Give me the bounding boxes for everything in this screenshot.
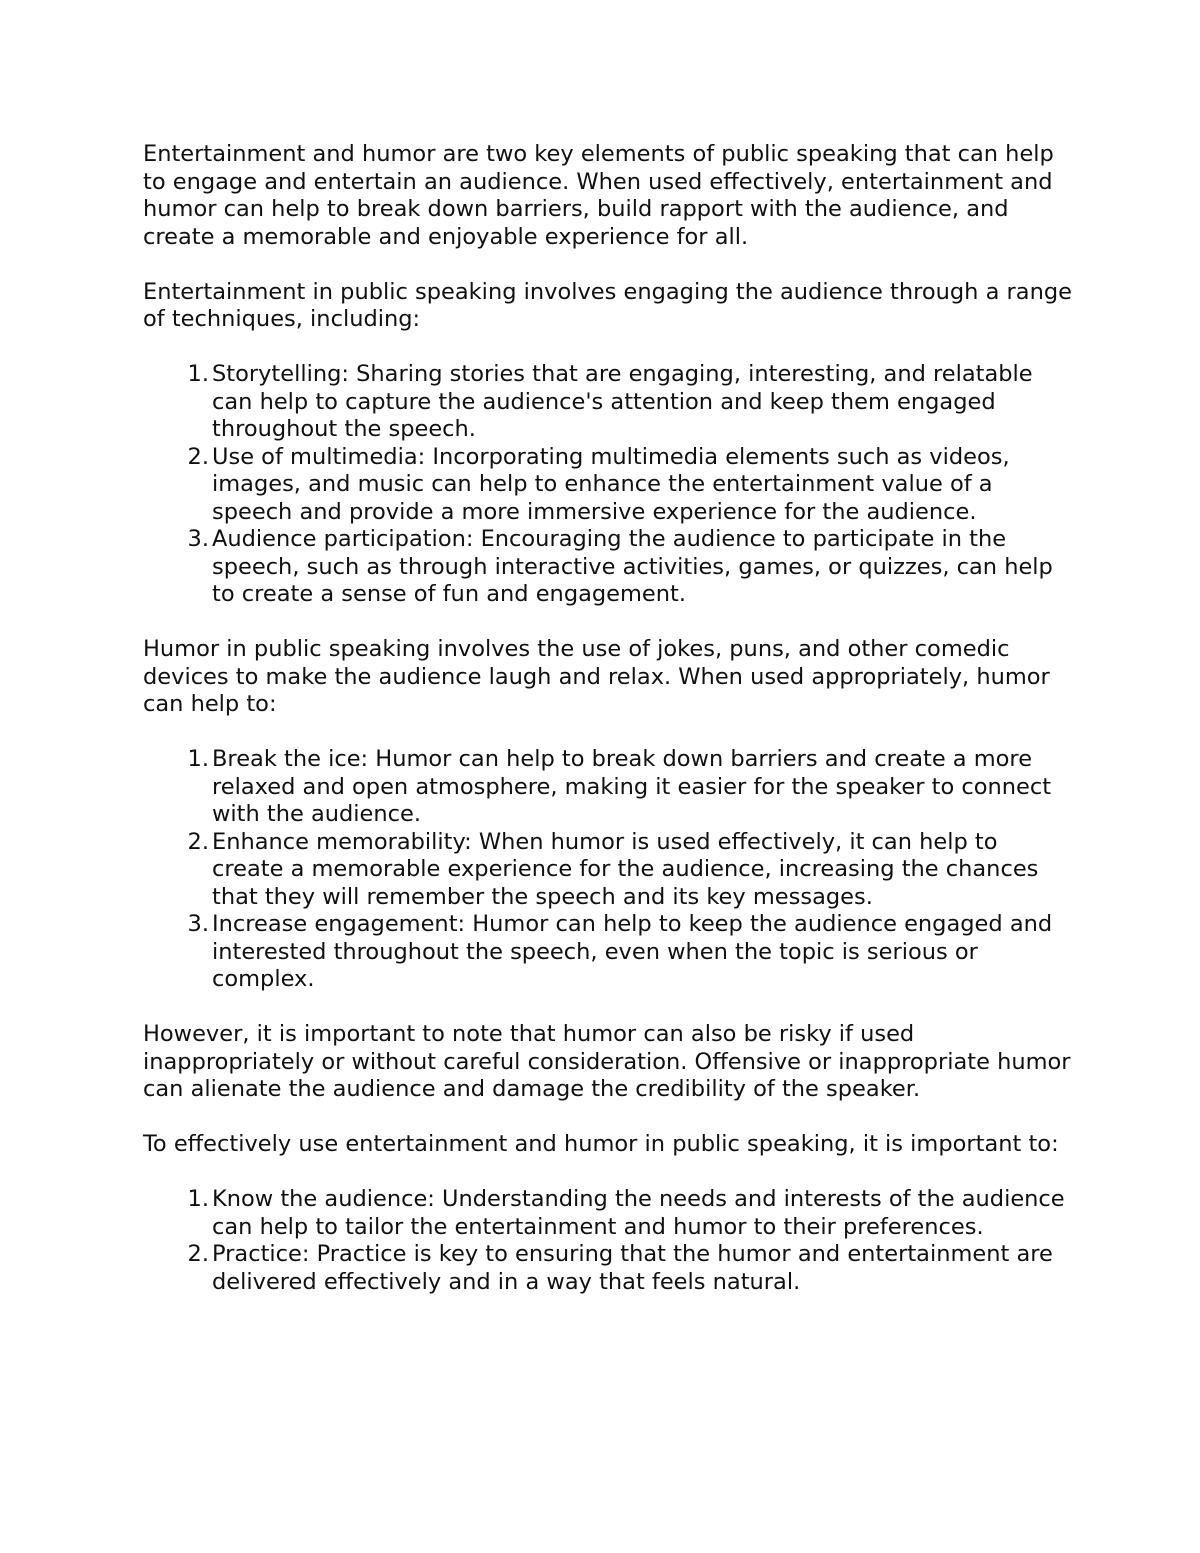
list-item-number: 1.: [187, 1186, 209, 1212]
list-item-text: Know the audience: Understanding the needs and interests of the audience can help to tailor the entertainment and humor to their preferences.: [212, 1186, 1065, 1240]
intro-paragraph: Entertainment and humor are two key elements of public speaking that can help to engage and entertain an audience. When used effectively, entertainment and humor can help to break down barriers, build rapport with the audience, and create a memorable and enjoyable experience for all.: [143, 141, 1054, 250]
list-item: [143, 444, 1073, 527]
list-item-text: Enhance memorability: When humor is used effectively, it can help to create a memorable experience for the audience, increasing the chances that they will remember the speech and its key messages.: [212, 828, 1039, 910]
tips-intro-paragraph: To effectively use entertainment and humor in public speaking, it is important to:: [143, 1131, 1059, 1157]
warning-paragraph: However, it is important to note that humor can also be risky if used inappropriately or without careful consideration. Offensive or inappropriate humor can alienate the audience and damage the credibility of the speaker.: [143, 1021, 1071, 1102]
list-item: [143, 1186, 1073, 1241]
list-item-number: 2.: [187, 443, 209, 470]
list-item-text: Audience participation: Encouraging the audience to participate in the speech, such as through interactive activities, games, or quizzes, can help to create a sense of fun and engagement.: [212, 526, 1053, 607]
list-item-number: 3.: [187, 911, 209, 937]
humor-benefits-list: [143, 746, 1073, 994]
entertainment-techniques-list: [143, 361, 1073, 609]
list-item-text: Break the ice: Humor can help to break down barriers and create a more relaxed and open atmosphere, making it easier for the speaker to connect with the audience.: [212, 746, 1052, 827]
tips-list: [143, 1186, 1073, 1296]
list-item: [143, 911, 1073, 994]
document-body: [143, 141, 1073, 1296]
list-item-number: 2.: [187, 1241, 209, 1267]
list-item-text: Storytelling: Sharing stories that are engaging, interesting, and relatable can help to capture the audience's attention and keep them engaged throughout the speech.: [212, 361, 1033, 442]
list-item-text: Increase engagement: Humor can help to keep the audience engaged and interested throughout the speech, even when the topic is serious or complex.: [212, 911, 1053, 992]
list-item-number: 2.: [187, 828, 209, 855]
list-item: [143, 829, 1073, 912]
list-item: [143, 746, 1073, 829]
list-item: [143, 1241, 1073, 1296]
list-item: [143, 526, 1073, 609]
entertainment-intro-paragraph: Entertainment in public speaking involves engaging the audience through a range of techniques, including:: [143, 278, 1072, 332]
humor-intro-paragraph: Humor in public speaking involves the use of jokes, puns, and other comedic devices to make the audience laugh and relax. When used appropriately, humor can help to:: [143, 636, 1050, 717]
list-item: [143, 361, 1073, 444]
list-item-text: Use of multimedia: Incorporating multimedia elements such as videos, images, and music can help to enhance the entertainment value of a speech and provide a more immersive experience for the audience.: [212, 443, 1010, 525]
list-item-text: Practice: Practice is key to ensuring that the humor and entertainment are delivered effectively and in a way that feels natural.: [212, 1241, 1053, 1295]
list-item-number: 1.: [187, 361, 209, 387]
list-item-number: 3.: [187, 526, 209, 552]
list-item-number: 1.: [187, 746, 209, 772]
